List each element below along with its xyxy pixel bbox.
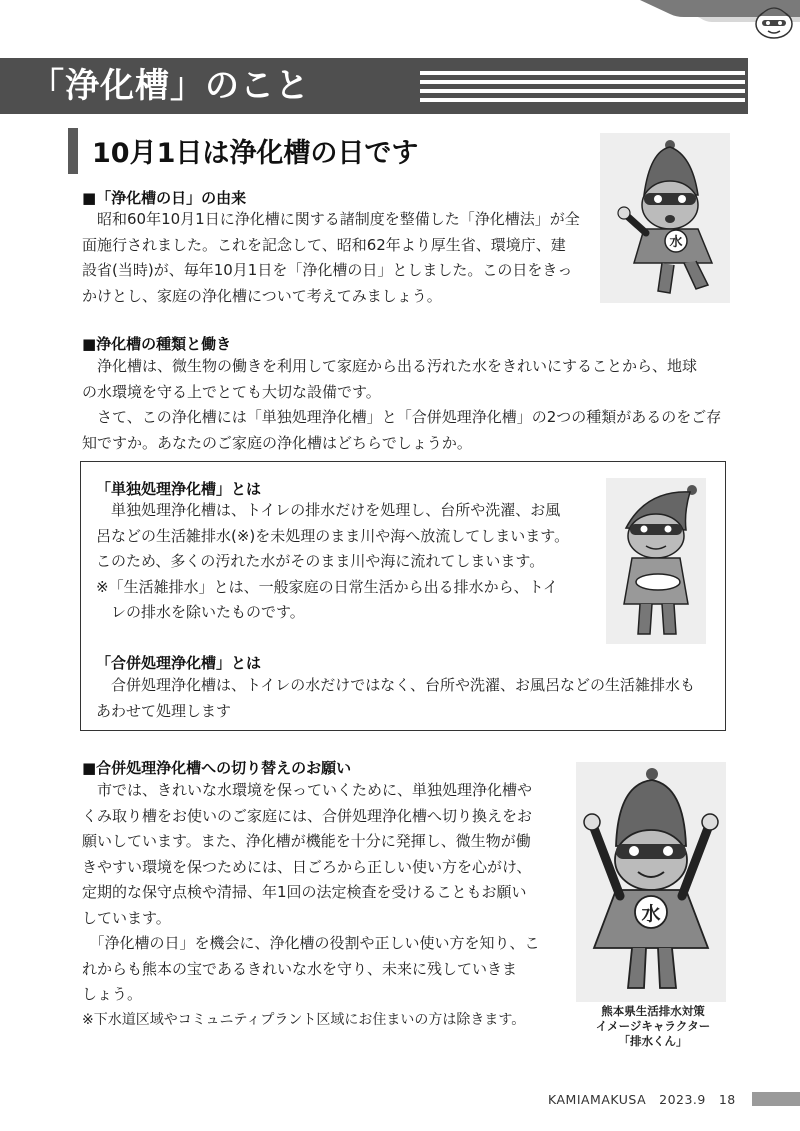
request-paragraph bbox=[82, 778, 582, 1033]
types-paragraph bbox=[82, 354, 732, 456]
text-line: あわせて処理します bbox=[96, 701, 232, 720]
text-line: レの排水を除いたものです。 bbox=[96, 603, 305, 621]
text-line: 呂などの生活雑排水(※)を未処理のまま川や海へ放流してしまいます。 bbox=[96, 526, 570, 545]
mascot-pointing-illustration bbox=[600, 133, 730, 303]
mascot-haisui-kun-illustration bbox=[576, 762, 726, 1002]
text-line: きやすい環境を保つためには、日ごろから正しい使い方を心がけ、 bbox=[82, 857, 532, 876]
text-line: れからも熊本の宝であるきれいな水を守り、未来に残していきま bbox=[82, 959, 518, 978]
caption-line: 熊本県生活排水対策 bbox=[601, 1004, 705, 1018]
text-line: かけとし、家庭の浄化槽について考えてみましょう。 bbox=[82, 286, 442, 305]
text-line: の水環境を守る上でとても大切な設備です。 bbox=[82, 382, 381, 401]
text-line: 設省(当時)が、毎年10月1日を「浄化槽の日」としました。この日をきっ bbox=[82, 261, 573, 279]
text-line: 定期的な保守点検や清掃、年1回の法定検査を受けることもお願い bbox=[82, 883, 527, 901]
mascot-caption bbox=[578, 1004, 728, 1049]
types-subheading: ■浄化槽の種類と働き bbox=[82, 335, 232, 353]
gappei-paragraph bbox=[96, 673, 721, 724]
page-title: 「浄化槽」のこと bbox=[30, 66, 310, 106]
section-heading: 10月1日は浄化槽の日です bbox=[92, 138, 419, 169]
text-line: ※下水道区域やコミュニティプラント区域にお住まいの方は除きます。 bbox=[82, 1011, 526, 1028]
corner-mascot-icon bbox=[748, 0, 800, 40]
text-line: 市では、きれいな水環境を保っていくために、単独処理浄化槽や bbox=[82, 781, 533, 799]
tandoku-heading: 「単独処理浄化槽」とは bbox=[96, 480, 262, 498]
svg-text:水: 水 bbox=[641, 903, 661, 925]
text-line: しています。 bbox=[82, 908, 171, 927]
page-footer: KAMIAMAKUSA 2023.9 18 bbox=[548, 1092, 736, 1107]
text-line: 知ですか。あなたのご家庭の浄化槽はどちらでしょうか。 bbox=[82, 433, 472, 452]
footer-accent-bar bbox=[752, 1092, 800, 1106]
request-subheading: ■合併処理浄化槽への切り替えのお願い bbox=[82, 759, 352, 777]
text-line: さて、この浄化槽には「単独処理浄化槽」と「合併処理浄化槽」の2つの種類があるのをご存 bbox=[82, 408, 722, 426]
text-line: 合併処理浄化槽は、トイレの水だけではなく、台所や洗濯、お風呂などの生活雑排水も bbox=[96, 676, 695, 694]
tandoku-paragraph bbox=[96, 498, 596, 626]
mascot-dish-illustration bbox=[606, 478, 706, 644]
text-line: このため、多くの汚れた水がそのまま川や海に流れてしまいます。 bbox=[96, 552, 545, 570]
text-line: 浄化槽は、微生物の働きを利用して家庭から出る汚れた水をきれいにすることから、地球 bbox=[82, 357, 698, 375]
caption-line: 「排水くん」 bbox=[618, 1034, 688, 1048]
text-line: しょう。 bbox=[82, 985, 143, 1003]
gappei-heading: 「合併処理浄化槽」とは bbox=[96, 654, 262, 672]
heading-accent-bar bbox=[68, 128, 78, 174]
text-line: 願いしています。また、浄化槽が機能を十分に発揮し、微生物が働 bbox=[82, 832, 531, 850]
text-line: 単独処理浄化槽は、トイレの排水だけを処理し、台所や洗濯、お風 bbox=[96, 501, 561, 519]
caption-line: イメージキャラクター bbox=[595, 1019, 711, 1033]
text-line: くみ取り槽をお使いのご家庭には、合併処理浄化槽へ切り換えをお bbox=[82, 806, 533, 825]
text-line: 昭和60年10月1日に浄化槽に関する諸制度を整備した「浄化槽法」が全 bbox=[82, 210, 580, 228]
svg-text:水: 水 bbox=[669, 235, 683, 250]
text-line: 面施行されました。これを記念して、昭和62年より厚生省、環境庁、建 bbox=[82, 235, 566, 254]
origin-subheading: ■「浄化槽の日」の由来 bbox=[82, 189, 247, 207]
top-tab-bar bbox=[0, 0, 800, 28]
origin-paragraph bbox=[82, 207, 612, 309]
text-line: 「浄化槽の日」を機会に、浄化槽の役割や正しい使い方を知り、こ bbox=[82, 934, 540, 952]
text-line: ※「生活雑排水」とは、一般家庭の日常生活から出る排水から、トイ bbox=[96, 577, 558, 596]
